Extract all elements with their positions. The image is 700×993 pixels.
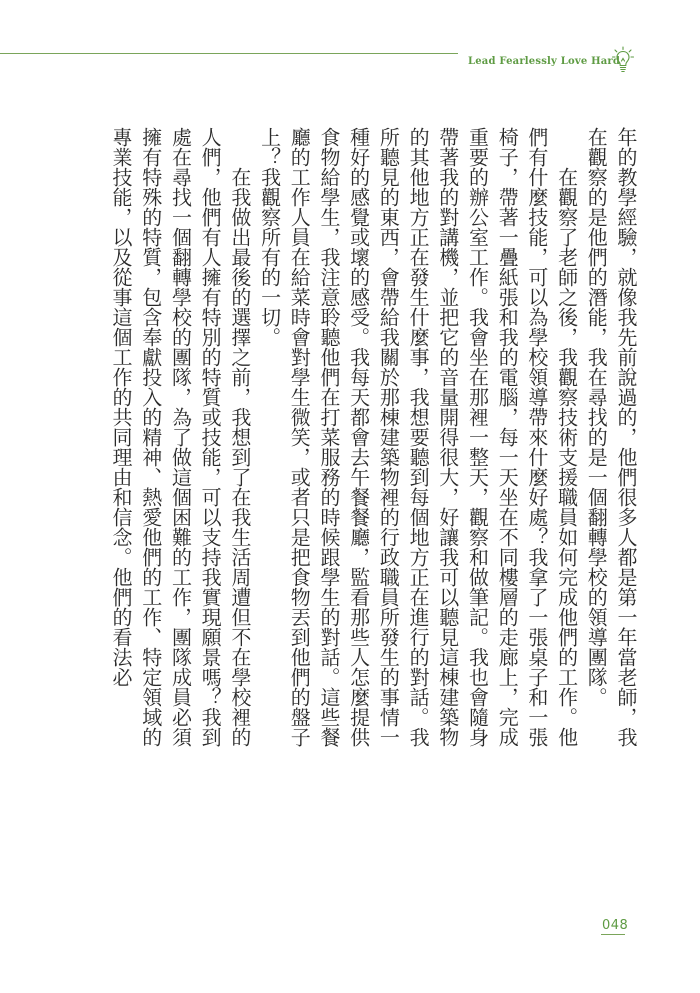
lightbulb-icon xyxy=(612,46,634,74)
page-number: 048 xyxy=(602,918,629,933)
paragraph-3: 在我做出最後的選擇之前，我想到了在我生活周遭但不在學校裡的人們，他們有人擁有特別的特質或技能，可以支持我實現願景嗎？我到處在尋找一個翻轉學校的團隊，為了做這個困難的工作，團隊成員必須擁有特殊的特質，包含奉獻投入的精神、熱愛他們的工作、特定領域的專業技能，以及從事這個工作的共同理由和信念。他們的看法必 xyxy=(109,127,252,747)
paragraph-2: 在觀察了老師之後，我觀察技術支援職員如何完成他們的工作。他們有什麼技能，可以為學校領導帶來什麼好處？我拿了一張桌子和一張椅子，帶著一疊紙張和我的電腦，每一天坐在不同樓層的走廊上，完成重要的辦公室工作。我會坐在那裡一整天，觀察和做筆記。我也會隨身帶著我的對講機，並把它的音量開得很大，好讓我可以聽見這棟建築物的其他地方正在發生什麼事，我想要聽到每個地方正在進行的對話。我所聽見的東西，會帶給我關於那棟建築物裡的行政職員所發生的事情一種好的感覺或壞的感受。我每天都會去午餐餐廳，監看那些人怎麼提供食物給學生，我注意聆聽他們在打菜服務的時候跟學生的對話。這些餐廳的工作人員在給菜時會對學生微笑，或者只是把食物丟到他們的盤子上？我觀察所有的一切。 xyxy=(257,127,579,747)
header-rule xyxy=(0,53,458,54)
paragraph-1: 年的教學經驗，就像我先前說過的，他們很多人都是第一年當老師，我在觀察的是他們的潛能，我在尋找的是一個翻轉學校的領導團隊。 xyxy=(584,127,638,747)
page-number-underline xyxy=(601,934,625,935)
vertical-body-text xyxy=(60,127,640,747)
running-header-tagline: Lead Fearlessly Love Hard xyxy=(468,56,621,67)
